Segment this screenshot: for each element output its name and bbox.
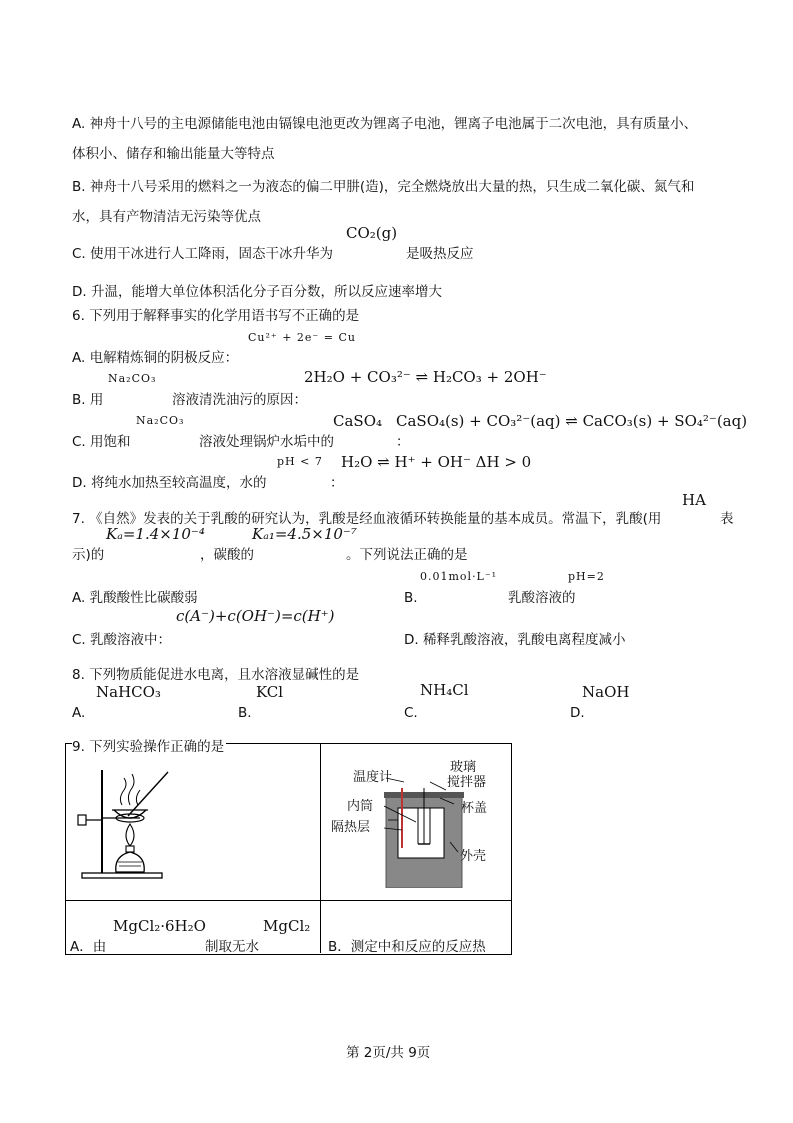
q6-option-d: D. 将纯水加热至较高温度，水的 xyxy=(72,475,267,491)
q8-c-letter: C. xyxy=(404,705,418,721)
q5-option-a-line1: A. 神舟十八号的主电源储能电池由镉镍电池更改为锂离子电池，锂离子电池属于二次电池，具有质量小、 xyxy=(72,116,698,132)
q6-d-colon: ： xyxy=(330,475,344,491)
q6-d-ph: pH < 7 xyxy=(277,455,323,468)
label-insulation: 隔热层 xyxy=(331,820,371,835)
q7-ph2: pH=2 xyxy=(568,570,605,583)
q5-option-c-left: C. 使用干冰进行人工降雨，固态干冰升华为 xyxy=(72,246,334,262)
q8-d-letter: D. xyxy=(570,705,585,721)
q7-ha: HA xyxy=(682,491,706,509)
q6-b-right: 溶液清洗油污的原因： xyxy=(172,392,307,408)
q6-option-a: A. 电解精炼铜的阴极反应： xyxy=(72,350,239,366)
q7-option-c: C. 乳酸溶液中： xyxy=(72,632,172,648)
q6-stem: 6. 下列用于解释事实的化学用语书写不正确的是 xyxy=(72,308,360,324)
evaporation-apparatus-diagram xyxy=(72,760,172,885)
label-inner-cylinder: 内筒 xyxy=(347,799,374,814)
q6-c-formula: CaSO₄(s) + CO₃²⁻(aq) ⇌ CaCO₃(s) + SO₄²⁻(aq) xyxy=(396,412,748,430)
q8-b-letter: B. xyxy=(238,705,252,721)
q6-c-left: C. 用饱和 xyxy=(72,434,131,450)
q9-option-a-left: A．由 xyxy=(70,939,107,955)
q7-option-d: D. 稀释乳酸溶液，乳酸电离程度减小 xyxy=(404,632,626,648)
page-footer: 第 2页/共 9页 xyxy=(346,1045,431,1061)
q8-a-letter: A. xyxy=(72,705,86,721)
q8-c-formula: NH₄Cl xyxy=(420,681,469,699)
q6-c-reagent: Na₂CO₃ xyxy=(136,414,185,427)
q5-option-b-line1: B. 神舟十八号采用的燃料之一为液态的偏二甲肼(造)，完全燃烧放出大量的热，只生成二氧化碳、氮气和 xyxy=(72,179,695,195)
q7-option-b-left: B. xyxy=(404,590,418,606)
q6-b-formula: 2H₂O + CO₃²⁻ ⇌ H₂CO₃ + 2OH⁻ xyxy=(304,368,547,386)
q9-a-formula-2: MgCl₂ xyxy=(263,917,311,935)
q9-stem: 9. 下列实验操作正确的是 xyxy=(72,739,225,755)
q8-b-formula: KCl xyxy=(256,683,284,701)
q7-option-b-right: 乳酸溶液的 xyxy=(508,590,576,606)
q9-table-divider-horizontal xyxy=(65,900,511,901)
q7-stem-line1-end: 表 xyxy=(720,511,734,527)
label-shell: 外壳 xyxy=(460,849,487,864)
q8-stem: 8. 下列物质能促进水电离，且水溶液显碱性的是 xyxy=(72,667,360,683)
label-glass: 玻璃 xyxy=(450,760,477,775)
q6-a-formula: Cu²⁺ + 2e⁻ = Cu xyxy=(248,331,356,344)
q9-table-divider-vertical xyxy=(320,743,321,953)
q6-b-left: B. 用 xyxy=(72,392,104,408)
q6-d-formula: H₂O ⇌ H⁺ + OH⁻ ΔH > 0 xyxy=(341,453,532,471)
q5-option-c-formula: CO₂(g) xyxy=(346,224,398,242)
q7-ka: Kₐ=1.4×10⁻⁴ xyxy=(106,525,205,543)
q8-a-formula: NaHCO₃ xyxy=(96,683,161,701)
q5-option-b-line2: 水，具有产物清洁无污染等优点 xyxy=(72,209,261,225)
q6-c-colon: ： xyxy=(396,434,410,450)
q9-option-b: B．测定中和反应的反应热 xyxy=(328,939,486,955)
q8-d-formula: NaOH xyxy=(582,683,630,701)
q7-stem-line1: 7. 《自然》发表的关于乳酸的研究认为，乳酸是经血液循环转换能量的基本成员。常温下，乳酸(用 xyxy=(72,511,662,527)
label-stirrer: 搅拌器 xyxy=(447,775,487,790)
q6-c-caso4: CaSO₄ xyxy=(333,412,383,430)
q5-option-a-line2: 体积小、储存和输出能量大等特点 xyxy=(72,146,275,162)
q5-option-c-right: 是吸热反应 xyxy=(406,246,474,262)
label-lid: 杯盖 xyxy=(461,801,488,816)
q7-stem-line2b: ，碳酸的 xyxy=(200,547,254,563)
q9-option-a-right: 制取无水 xyxy=(205,939,259,955)
q5-option-d: D. 升温，能增大单位体积活化分子百分数，所以反应速率增大 xyxy=(72,284,442,300)
q6-b-reagent: Na₂CO₃ xyxy=(108,372,157,385)
q7-option-a: A. 乳酸酸性比碳酸弱 xyxy=(72,590,198,606)
q7-stem-line2a: 示)的 xyxy=(72,547,105,563)
q7-c-formula: c(A⁻)+c(OH⁻)=c(H⁺) xyxy=(176,607,335,625)
q7-ka1: Kₐ₁=4.5×10⁻⁷ xyxy=(252,525,357,543)
q9-a-formula-1: MgCl₂·6H₂O xyxy=(113,917,206,935)
q6-c-mid: 溶液处理锅炉水垢中的 xyxy=(199,434,334,450)
q7-concentration: 0.01mol·L⁻¹ xyxy=(420,570,498,583)
q7-stem-line2c: 。下列说法正确的是 xyxy=(346,547,468,563)
label-thermometer: 温度计 xyxy=(353,770,393,785)
